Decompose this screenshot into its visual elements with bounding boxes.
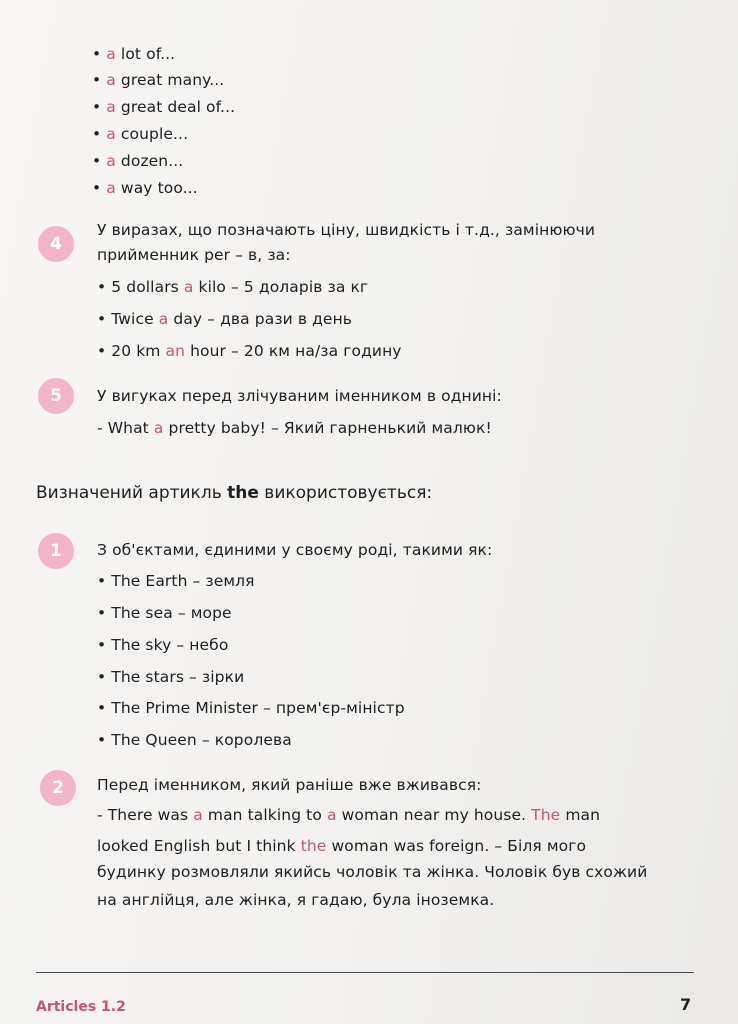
list-item: • The Earth – земля — [97, 572, 255, 590]
rule-text: З об'єктами, єдиними у своєму роді, такими як: — [97, 541, 493, 559]
rule-text: У вигуках перед злічуваним іменником в однині: — [97, 387, 502, 405]
example-line: - There was a man talking to a woman near my house. The man — [97, 806, 601, 824]
list-item: • The Queen – королева — [97, 731, 292, 749]
list-item: • a lot of... — [92, 45, 176, 63]
rule-text: Перед іменником, який раніше вже вживався: — [97, 776, 482, 794]
list-item: • a couple... — [92, 125, 189, 143]
rule-number-badge: 2 — [40, 770, 76, 806]
list-item: • a dozen... — [92, 152, 184, 170]
footer-divider — [36, 972, 694, 973]
rule-number-badge: 1 — [38, 533, 74, 569]
list-item: • a great deal of... — [92, 98, 236, 116]
section-heading: Визначений артикль the використовується: — [36, 483, 433, 503]
list-item: • The sea – море — [97, 604, 232, 622]
example-line: на англійця, але жінка, я гадаю, була іноземка. — [97, 891, 495, 909]
rule-number-badge: 4 — [38, 226, 74, 262]
rule-text: У виразах, що позначають ціну, швидкість і т.д., замінюючи — [97, 221, 596, 239]
page-number: 7 — [680, 995, 692, 1014]
list-item: • a way too... — [92, 179, 198, 197]
rule-text: прийменник per – в, за: — [97, 246, 291, 264]
example-item: • 20 km an hour – 20 км на/за годину — [97, 342, 402, 360]
list-item: • The sky – небо — [97, 636, 229, 654]
list-item: • The stars – зірки — [97, 668, 245, 686]
footer-title: Articles 1.2 — [36, 999, 126, 1015]
rule-number-badge: 5 — [38, 378, 74, 414]
example-line: looked English but I think the woman was foreign. – Біля мого — [97, 837, 587, 855]
example-item: • 5 dollars a kilo – 5 доларів за кг — [97, 278, 369, 296]
example-line: будинку розмовляли якийсь чоловік та жінка. Чоловік був схожий — [97, 863, 648, 881]
list-item: • a great many... — [92, 71, 225, 89]
example-item: - What a pretty baby! – Який гарненький малюк! — [97, 419, 492, 437]
example-item: • Twice a day – два рази в день — [97, 310, 353, 328]
list-item: • The Prime Minister – прем'єр-міністр — [97, 699, 405, 717]
